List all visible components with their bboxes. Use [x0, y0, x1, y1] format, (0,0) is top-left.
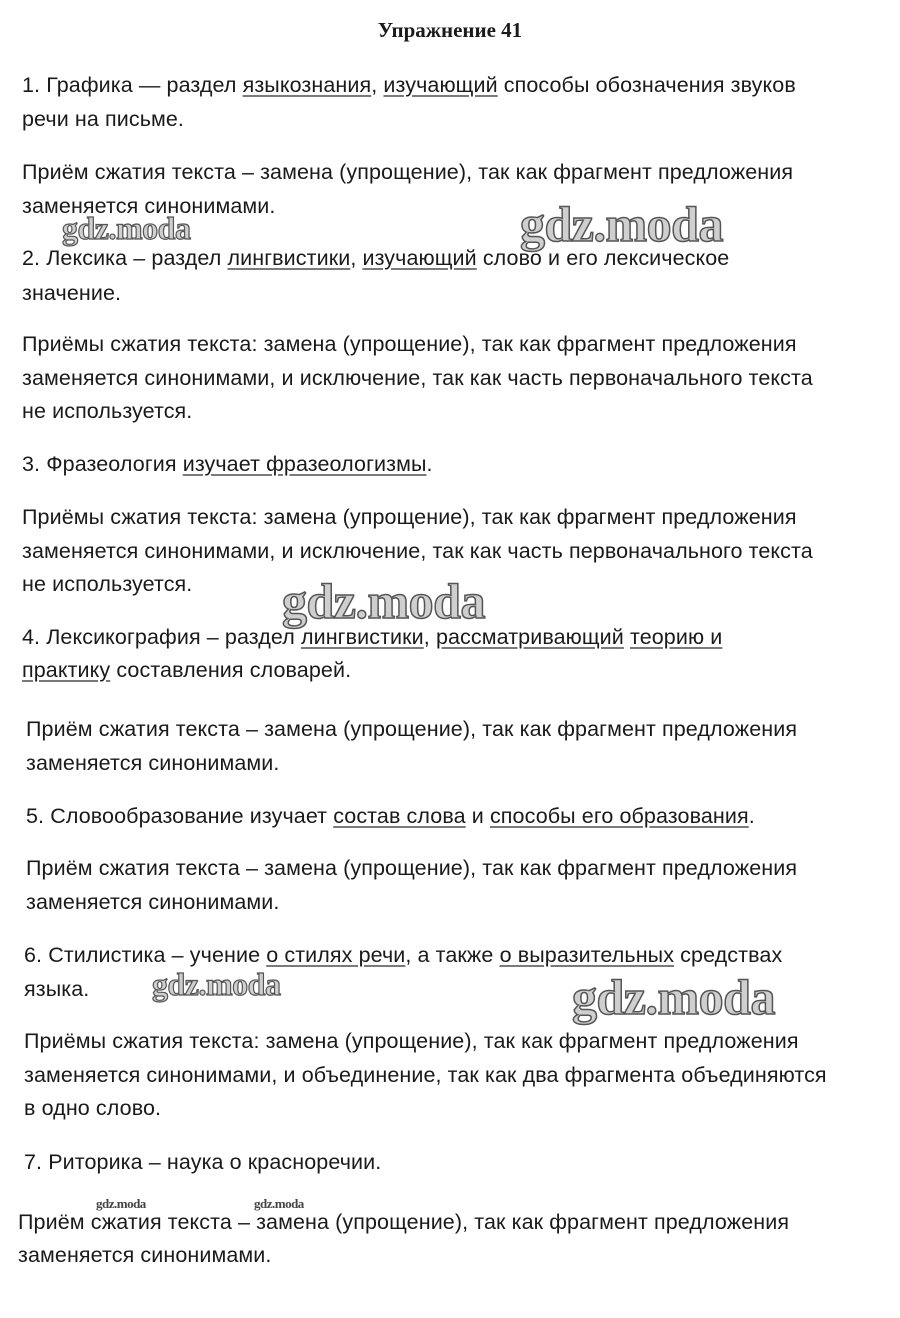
note-3-line-3: не используется.	[22, 572, 193, 596]
note-2-line-2: заменяется синонимами, и исключение, так как часть первоначального текста	[22, 366, 813, 390]
note-4-line-1: Приём сжатия текста – замена (упрощение), так как фрагмент предложения	[26, 717, 798, 741]
note-4-line-2: заменяется синонимами.	[26, 751, 280, 775]
item-7-line-1: 7. Риторика – наука о красноречии.	[24, 1150, 382, 1174]
item-3-line-1: 3. Фразеология изучает фразеологизмы.	[22, 452, 433, 476]
watermark-logo: gdz.moda	[152, 966, 281, 1002]
item-2-line-1: 2. Лексика – раздел лингвистики, изучающий слово и его лексическое	[22, 246, 730, 270]
note-6-line-2: заменяется синонимами, и объединение, так как два фрагмента объединяются	[24, 1063, 827, 1087]
watermark-logo: gdz.moda	[254, 1196, 304, 1211]
note-6-line-1: Приёмы сжатия текста: замена (упрощение), так как фрагмент предложения	[24, 1029, 799, 1053]
watermark-logo: gdz.moda	[572, 969, 775, 1025]
item-6-line-1: 6. Стилистика – учение о стилях речи, а также о выразительных средствах	[24, 943, 783, 967]
item-1-line-1: 1. Графика — раздел языкознания, изучающий способы обозначения звуков	[22, 73, 796, 97]
note-5-line-2: заменяется синонимами.	[26, 890, 280, 914]
item-4-line-2: практику составления словарей.	[22, 658, 352, 682]
note-2-line-3: не используется.	[22, 399, 193, 423]
note-1-line-2: заменяется синонимами.	[22, 194, 276, 218]
note-2-line-1: Приёмы сжатия текста: замена (упрощение), так как фрагмент предложения	[22, 332, 797, 356]
note-1-line-1: Приём сжатия текста – замена (упрощение), так как фрагмент предложения	[22, 160, 794, 184]
note-7-line-1: Приём сжатия текста – замена (упрощение), так как фрагмент предложения	[18, 1210, 790, 1234]
note-7-line-2: заменяется синонимами.	[18, 1243, 272, 1267]
item-1-line-2: речи на письме.	[22, 107, 185, 131]
note-6-line-3: в одно слово.	[24, 1096, 162, 1120]
note-3-line-1: Приёмы сжатия текста: замена (упрощение), так как фрагмент предложения	[22, 505, 797, 529]
item-2-line-2: значение.	[22, 281, 122, 305]
watermark-logo: gdz.moda	[62, 210, 191, 246]
note-5-line-1: Приём сжатия текста – замена (упрощение), так как фрагмент предложения	[26, 856, 798, 880]
item-5-line-1: 5. Словообразование изучает состав слова и способы его образования.	[26, 804, 755, 828]
note-3-line-2: заменяется синонимами, и исключение, так как часть первоначального текста	[22, 539, 813, 563]
exercise-title: Упражнение 41	[377, 18, 523, 42]
watermark-logo: gdz.moda	[96, 1196, 146, 1211]
watermark-logo: gdz.moda	[520, 196, 723, 252]
watermark-logo: gdz.moda	[282, 573, 485, 629]
item-6-line-2: языка.	[24, 977, 90, 1001]
item-4-line-1: 4. Лексикография – раздел лингвистики, рассматривающий теорию и	[22, 625, 723, 649]
